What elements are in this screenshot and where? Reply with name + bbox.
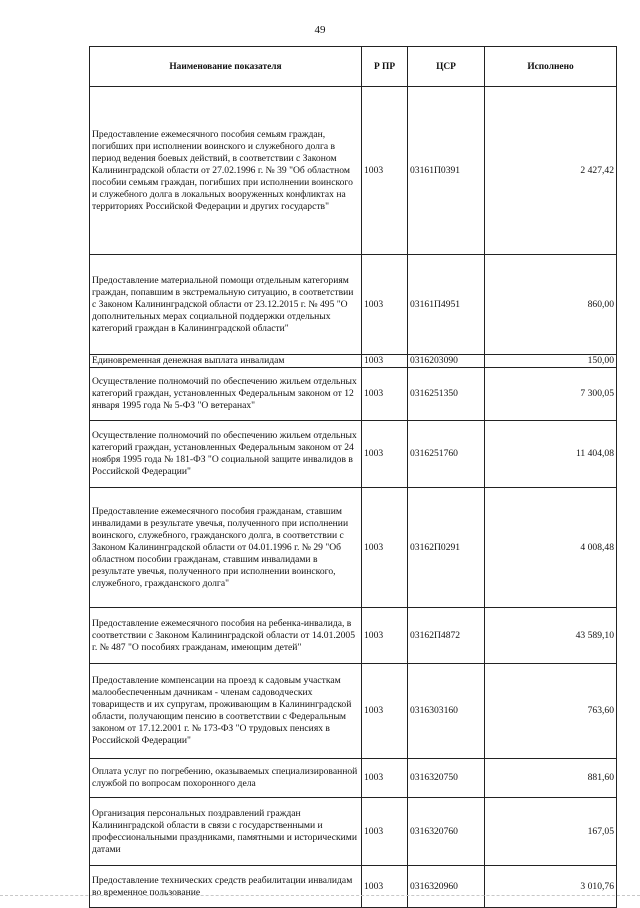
executed-amount: 4 008,48 — [485, 488, 617, 608]
indicator-name: Осуществление полномочий по обеспечению жильем отдельных категорий граждан, установленных Федеральным законом от 24 ноября 1995 года № 181-ФЗ "О социальной защите инвалидов в Российской Федерации" — [90, 421, 362, 488]
table-row — [90, 664, 617, 759]
csr-code: 0316320750 — [408, 759, 485, 798]
scan-artifact-line — [0, 895, 640, 896]
csr-code: 0316251350 — [408, 368, 485, 421]
rpr-code: 1003 — [362, 664, 408, 759]
csr-code: 0316303160 — [408, 664, 485, 759]
csr-code: 03161П4951 — [408, 255, 485, 355]
executed-amount: 763,60 — [485, 664, 617, 759]
indicator-name: Предоставление технических средств реабилитации инвалидам во временное пользование — [90, 866, 362, 908]
indicator-name: Предоставление компенсации на проезд к садовым участкам малообеспеченным дачникам - членам садоводческих товариществ и их супругам, проживающим в Калининградской области, получающим пенсию в соответствии с Федеральным законом от 17.12.2001 г. № 173-ФЗ "О трудовых пенсиях в Российской Федерации" — [90, 664, 362, 759]
executed-amount: 2 427,42 — [485, 87, 617, 255]
indicator-name: Осуществление полномочий по обеспечению жильем отдельных категорий граждан, установленных Федеральным законом от 12 января 1995 года № 5-ФЗ "О ветеранах" — [90, 368, 362, 421]
executed-amount: 7 300,05 — [485, 368, 617, 421]
header-executed: Исполнено — [485, 47, 617, 87]
table-header-row — [90, 47, 617, 87]
csr-code: 03162П4872 — [408, 608, 485, 664]
header-indicator-name: Наименование показателя — [90, 47, 362, 87]
csr-code: 03162П0291 — [408, 488, 485, 608]
table-row — [90, 798, 617, 866]
rpr-code: 1003 — [362, 87, 408, 255]
indicator-name: Оплата услуг по погребению, оказываемых специализированной службой по вопросам похоронного дела — [90, 759, 362, 798]
table-row — [90, 368, 617, 421]
csr-code: 0316251760 — [408, 421, 485, 488]
indicator-name: Предоставление ежемесячного пособия гражданам, ставшим инвалидами в результате увечья, полученного при исполнении воинского, служебного, гражданского долга, в соответствии с Законом Калининградской области от 04.01.1996 г. № 29 "Об областном пособии гражданам, ставшим инвалидами в результате увечья, полученного при исполнении воинского, служебного, гражданского долга" — [90, 488, 362, 608]
table-row — [90, 759, 617, 798]
table-row — [90, 255, 617, 355]
indicator-name: Единовременная денежная выплата инвалидам — [90, 355, 362, 368]
table-row — [90, 355, 617, 368]
executed-amount: 3 010,76 — [485, 866, 617, 908]
rpr-code: 1003 — [362, 488, 408, 608]
csr-code: 0316320760 — [408, 798, 485, 866]
rpr-code: 1003 — [362, 421, 408, 488]
executed-amount: 881,60 — [485, 759, 617, 798]
csr-code: 0316320960 — [408, 866, 485, 908]
table-row — [90, 87, 617, 255]
executed-amount: 150,00 — [485, 355, 617, 368]
indicator-name: Предоставление материальной помощи отдельным категориям граждан, попавшим в экстремальную ситуацию, в соответствии с Законом Калининградской области от 23.12.2015 г. № 495 "О дополнительных мерах социальной поддержки отдельных категорий граждан в Калининградской области" — [90, 255, 362, 355]
rpr-code: 1003 — [362, 608, 408, 664]
rpr-code: 1003 — [362, 355, 408, 368]
executed-amount: 860,00 — [485, 255, 617, 355]
rpr-code: 1003 — [362, 255, 408, 355]
rpr-code: 1003 — [362, 798, 408, 866]
executed-amount: 43 589,10 — [485, 608, 617, 664]
executed-amount: 11 404,08 — [485, 421, 617, 488]
indicator-name: Предоставление ежемесячного пособия на ребенка-инвалида, в соответствии с Законом Калининградской области от 14.01.2005 г. № 487 "О пособиях гражданам, имеющим детей" — [90, 608, 362, 664]
csr-code: 03161П0391 — [408, 87, 485, 255]
budget-execution-table — [89, 46, 617, 908]
rpr-code: 1003 — [362, 368, 408, 421]
header-rpr: Р ПР — [362, 47, 408, 87]
indicator-name: Организация персональных поздравлений граждан Калининградской области в связи с государственными и профессиональными праздниками, памятными и историческими датами — [90, 798, 362, 866]
table-row — [90, 421, 617, 488]
csr-code: 0316203090 — [408, 355, 485, 368]
indicator-name: Предоставление ежемесячного пособия семьям граждан, погибших при исполнении воинского и служебного долга в период ведения боевых действий, в соответствии с Законом Калининградской области от 27.02.1996 г. № 39 "Об областном пособии семьям граждан, погибших при исполнении воинского и служебного долга в локальных вооруженных конфликтах на территориях Российской Федерации и других государств" — [90, 87, 362, 255]
page-number: 49 — [314, 24, 326, 36]
table-row — [90, 608, 617, 664]
rpr-code: 1003 — [362, 759, 408, 798]
table-row — [90, 488, 617, 608]
header-csr: ЦСР — [408, 47, 485, 87]
executed-amount: 167,05 — [485, 798, 617, 866]
rpr-code: 1003 — [362, 866, 408, 908]
table-row — [90, 866, 617, 908]
